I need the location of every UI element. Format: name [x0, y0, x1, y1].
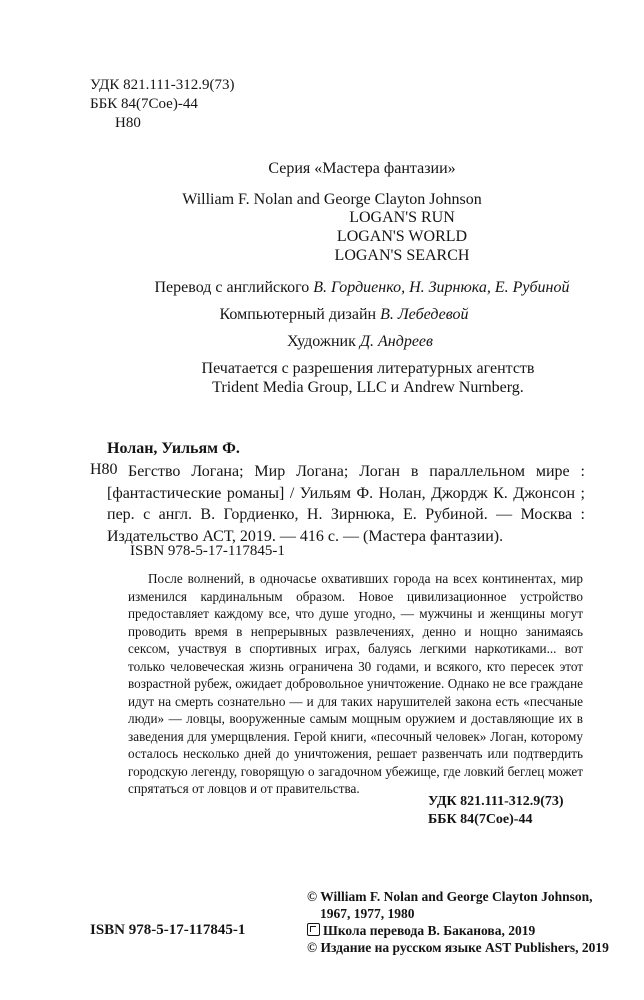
bibliographic-author: Нолан, Уильям Ф.: [107, 440, 240, 457]
artist-credit: [38, 333, 644, 351]
artist: Д. Андреев: [359, 333, 433, 350]
translation-label: Перевод с английского: [154, 279, 314, 296]
isbn-bottom: ISBN 978-5-17-117845-1: [90, 922, 246, 938]
annotation: После волнений, в одночасье охвативших города на всех континентах, мир изменился кардинальным образом. Новое цивилизационное устройство предоставляет каждому все, что душе угодно, — мужчины и женщины могут проводить время в непрерывных развлечениях, денно и нощно занимаясь сексом, участвуя в спортивных играх, балуясь легкими наркотиками... вот только человеческая жизнь ограничена 30 годами, и всякого, кто пересек этот возрастной рубеж, ожидает добровольное уничтожение. Однако не все граждане идут на смерть сознательно — и для таких нарушителей закона есть «песчаные люди» — ловцы, вооруженные самым мощным оружием и доставляющие их в заведения для умерщвления. Герой книги, «песочный человек» Логан, которому осталось несколько дней до уничтожения, решает развенчать или подтвердить городскую легенду, говорящую о загадочном убежище, где ловкий беглец может спрятаться от ловцов и от правительства.: [128, 571, 583, 796]
original-title-2: LOGAN'S WORLD: [336, 228, 468, 245]
isbn-top: ISBN 978-5-17-117845-1: [130, 543, 285, 559]
artist-label: Художник: [287, 333, 360, 350]
permission-line-2: Trident Media Group, LLC и Andrew Nurnberg.: [212, 379, 524, 396]
copyright-block: [307, 888, 609, 956]
bibliographic-description: Бегство Логана; Мир Логана; Логан в параллельном мире : [фантастические романы] / Уильям Ф. Нолан, Джордж К. Джонсон ; пер. с англ. В. Гордиенко, Н. Зирнюка, Е. Рубиной. — Москва : Издательство АСТ, 2019. — 416 с. — (Мастера фантазии).: [107, 463, 585, 545]
design-credit: [22, 306, 644, 324]
design-label: Компьютерный дизайн: [219, 306, 381, 323]
copyright-authors: © William F. Nolan and George Clayton Johnson,: [307, 889, 593, 904]
permission-line-1: Печатается с разрешения литературных агентств: [201, 360, 535, 377]
translators: В. Гордиенко, Н. Зирнюка, Е. Рубиной: [313, 279, 570, 296]
classification-bottom: [428, 793, 564, 829]
original-title-1: LOGAN'S RUN: [349, 209, 455, 226]
copyright-translation-text: Школа перевода В. Баканова, 2019: [323, 923, 536, 938]
author-mark: Н80: [115, 115, 141, 131]
translation-school-icon: [307, 923, 320, 936]
bbk-code: ББК 84(7Сое)-44: [90, 96, 198, 112]
original-authors: William F. Nolan and George Clayton Johnson: [182, 191, 482, 208]
bibliographic-code: Н80: [90, 461, 118, 478]
translation-credit: [40, 279, 644, 297]
udk-code-bottom: УДК 821.111-312.9(73): [428, 794, 564, 809]
copyright-years: 1967, 1977, 1980: [320, 906, 415, 921]
original-titles: [80, 208, 644, 265]
original-title-3: LOGAN'S SEARCH: [334, 247, 470, 264]
bbk-code-bottom: ББК 84(7Сое)-44: [428, 812, 533, 827]
copyright-translation: [307, 922, 609, 939]
copyright-edition: © Издание на русском языке AST Publishers, 2019: [307, 940, 609, 955]
udk-code: УДК 821.111-312.9(73): [90, 77, 235, 93]
series-title: Серия «Мастера фантазии»: [268, 160, 456, 177]
designer: В. Лебедевой: [380, 306, 469, 323]
